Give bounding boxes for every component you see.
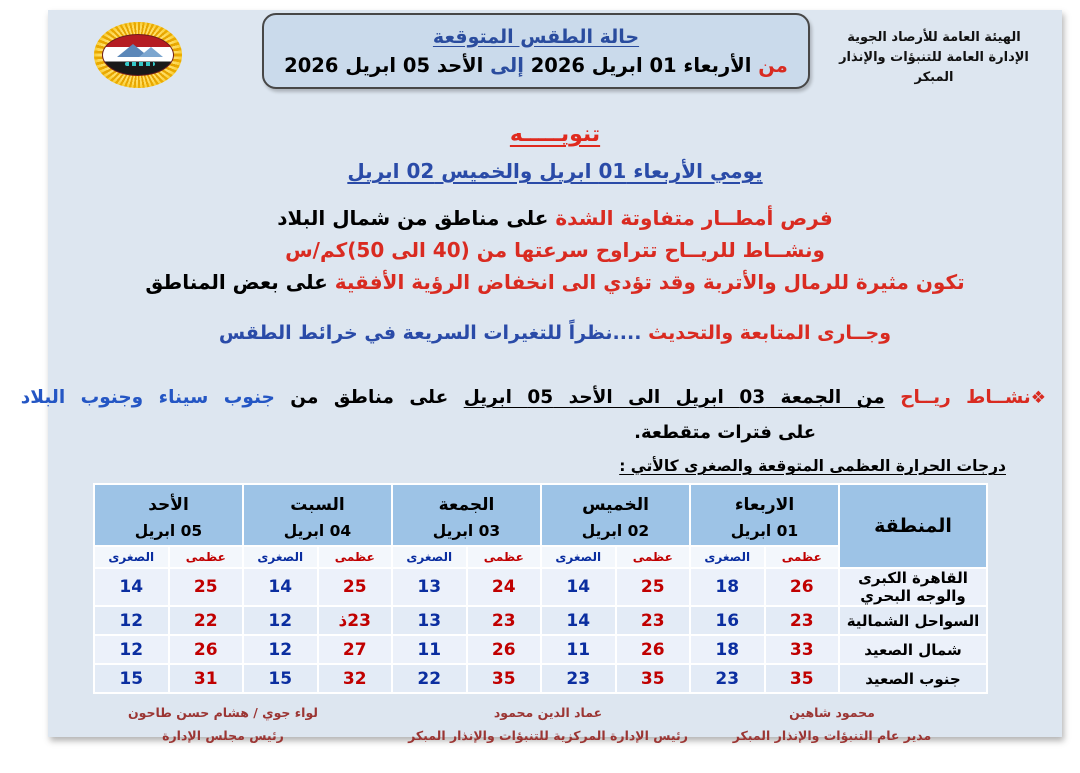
min-temp: 14 [94,568,169,606]
day-date: 03 ابريل [432,521,501,540]
max-temp: 26 [169,635,244,664]
signature-central-admin-head [398,702,698,747]
min-temp: 12 [94,606,169,635]
max-temp: 26 [616,635,691,664]
day-header-saturday [243,484,392,546]
notice-subtitle: يومي الأربعاء 01 ابريل والخميس 02 ابريل [347,159,763,183]
rain-forecast-red: فرص أمطــار متفاوتة الشدة [555,206,833,230]
day-header-thursday [541,484,690,546]
min-temp: 18 [690,568,765,606]
bulletin-document [20,10,1062,743]
day-name: الجمعة [438,494,495,515]
dust-visibility-red: تكون مثيرة للرمال والأتربة وقد تؤدي الى انخفاض الرؤية الأفقية [334,270,965,294]
day-name: الخميس [582,494,649,515]
max-temp: 23ذ [318,606,393,635]
signature-title: رئيس الإدارة المركزية للتنبؤات والإنذار المبكر [408,727,688,743]
max-label: عظمى [616,546,691,568]
rain-forecast-black: على مناطق من شمال البلاد [277,206,549,230]
signature-title: مدير عام التنبؤات والإنذار المبكر [732,727,932,743]
wind-activity-dates: من الجمعة 03 ابريل الى الأحد 05 ابريل [463,387,885,408]
max-temp: 23 [467,606,542,635]
min-label: الصغرى [392,546,467,568]
diamond-bullet-icon: ❖ [1030,388,1046,408]
max-label: عظمى [467,546,542,568]
date-end: الأحد 05 ابريل 2026 [284,53,484,77]
max-label: عظمى [318,546,393,568]
org-line-2: الإدارة العامة للتنبؤات والإنذار المبكر [839,50,1029,86]
min-temp: 23 [690,664,765,693]
max-temp: 35 [616,664,691,693]
table-row-north-coasts [94,606,987,635]
date-range [284,54,788,77]
day-name: الأحد [148,494,189,515]
wind-speed-red: ونشــاط للريــاح تتراوح سرعتها من (40 الى 50)كم/س [285,238,825,262]
organization-name [818,28,1050,88]
max-temp: 32 [318,664,393,693]
monitoring-line [48,322,1062,344]
temperature-heading: درجات الحرارة العظمى المتوقعة والصغرى كالأتي : [619,457,1006,475]
min-temp: 14 [541,568,616,606]
region-name: السواحل الشمالية [839,606,987,635]
wind-activity-regions: جنوب سيناء وجنوب البلاد [20,387,275,408]
min-temp: 13 [392,606,467,635]
date-start: الأربعاء 01 ابريل 2026 [530,53,752,77]
org-line-1: الهيئة العامة للأرصاد الجوية [847,30,1021,45]
signature-name: عماد الدين محمود [493,705,603,720]
region-name: جنوب الصعيد [839,664,987,693]
max-temp: 23 [765,606,840,635]
date-from-word: من [758,53,788,77]
wind-activity-red: نشــاط ريــاح [900,387,1031,408]
max-label: عظمى [765,546,840,568]
min-label: الصغرى [541,546,616,568]
min-temp: 14 [243,568,318,606]
max-temp: 31 [169,664,244,693]
rain-forecast-line [48,206,1062,230]
region-name: شمال الصعيد [839,635,987,664]
max-temp: 27 [318,635,393,664]
title-box [262,13,810,89]
table-row-north-upper-egypt [94,635,987,664]
max-temp: 35 [467,664,542,693]
wind-activity-paragraph [20,387,1046,408]
day-date: 01 ابريل [730,521,799,540]
min-temp: 22 [392,664,467,693]
monitoring-blue: ....نظراً للتغيرات السريعة في خرائط الطقس [218,322,642,344]
max-temp: 26 [467,635,542,664]
day-date: 02 ابريل [581,521,650,540]
min-temp: 15 [94,664,169,693]
monitoring-red: وجــارى المتابعة والتحديث [648,322,892,344]
min-temp: 15 [243,664,318,693]
weather-status-title: حالة الطقس المتوقعة [432,25,640,48]
max-temp: 24 [467,568,542,606]
meteorological-authority-logo [90,22,186,88]
max-temp: 35 [765,664,840,693]
max-temp: 25 [616,568,691,606]
day-header-row [94,484,987,546]
max-temp: 25 [169,568,244,606]
wind-speed-line [48,238,1062,262]
flag-oval-icon [102,34,174,76]
day-header-wednesday [690,484,839,546]
min-temp: 13 [392,568,467,606]
min-temp: 14 [541,606,616,635]
mountain-small-icon [139,47,163,57]
min-temp: 16 [690,606,765,635]
date-to-word: إلى [490,53,524,77]
min-temp: 12 [243,606,318,635]
table-row-south-upper-egypt [94,664,987,693]
signature-title: رئيس مجلس الإدارة [162,727,284,743]
signature-chairman [108,702,338,747]
min-temp: 23 [541,664,616,693]
day-name: الاربعاء [734,494,795,515]
day-header-friday [392,484,541,546]
signature-name: محمود شاهين [789,705,875,720]
wave-icon [125,62,155,66]
min-temp: 18 [690,635,765,664]
max-temp: 23 [616,606,691,635]
region-name: القاهرة الكبرى والوجه البحري [839,568,987,606]
dust-visibility-black: على بعض المناطق [145,270,328,294]
min-temp: 11 [541,635,616,664]
min-label: الصغرى [690,546,765,568]
wind-activity-black: على مناطق من [290,387,449,408]
temperature-table [93,483,988,694]
max-temp: 33 [765,635,840,664]
min-temp: 11 [392,635,467,664]
notice-title: تنويـــــه [509,122,601,147]
min-temp: 12 [94,635,169,664]
min-temp: 12 [243,635,318,664]
max-temp: 22 [169,606,244,635]
day-date: 04 ابريل [283,521,352,540]
table-row-greater-cairo [94,568,987,606]
min-label: الصغرى [94,546,169,568]
max-label: عظمى [169,546,244,568]
dust-visibility-line [48,270,1062,294]
max-temp: 26 [765,568,840,606]
region-column-header: المنطقة [839,484,987,568]
wind-activity-continuation: على فترات متقطعة. [634,422,816,443]
signature-director [712,702,952,747]
signature-name: لواء جوي / هشام حسن طاحون [127,705,319,720]
day-header-sunday [94,484,243,546]
min-label: الصغرى [243,546,318,568]
day-name: السبت [290,494,345,515]
max-temp: 25 [318,568,393,606]
day-date: 05 ابريل [134,521,203,540]
